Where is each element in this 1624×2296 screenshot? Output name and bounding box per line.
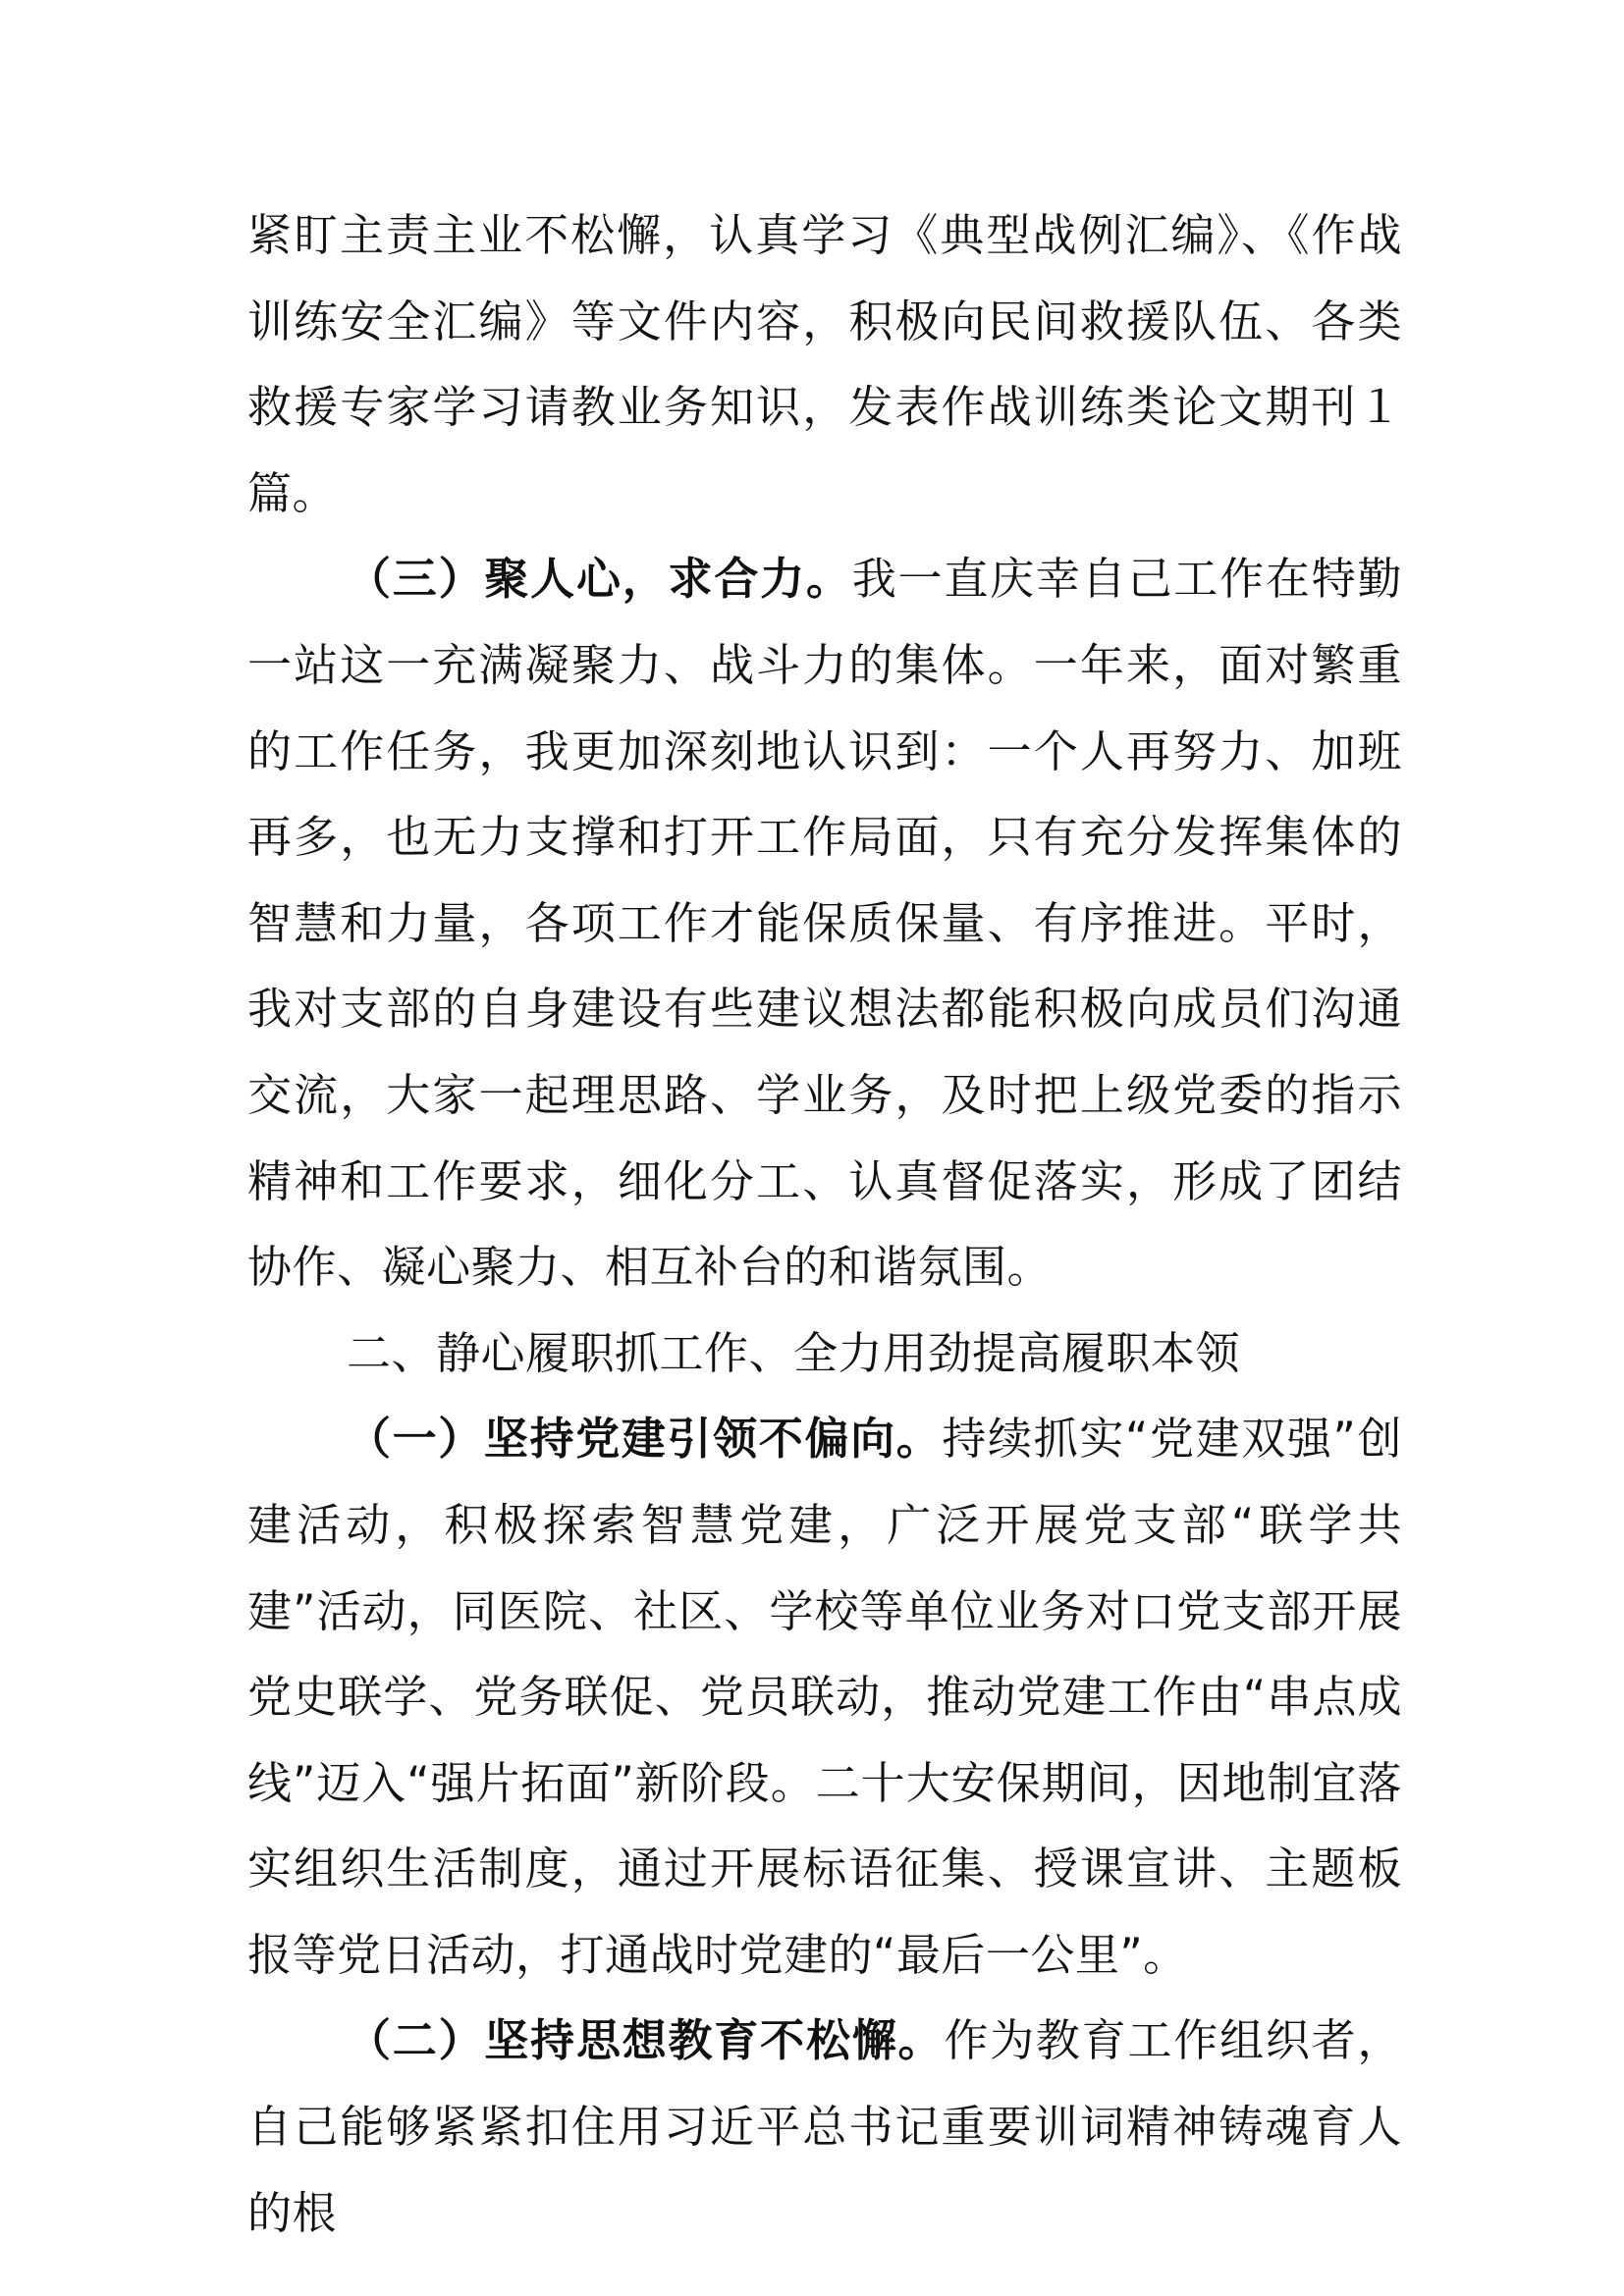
paragraph-continuation xyxy=(247,192,1402,536)
section-heading xyxy=(247,1310,1402,1397)
document-body xyxy=(247,192,1402,2256)
paragraph-text: 持续抓实“党建双强”创建活动，积极探索智慧党建，广泛开展党支部“联学共建”活动，同医院、社区、学校等单位业务对口党支部开展党史联学、党务联促、党员联动，推动党建工作由“串点成线”迈入“强片拓面”新阶段。二十大安保期间，因地制宜落实组织生活制度，通过开展标语征集、授课宣讲、主题板报等党日活动，打通战时党建的“最后一公里”。 xyxy=(247,1413,1402,1981)
paragraph-text: 紧盯主责主业不松懈，认真学习《典型战例汇编》、《作战训练安全汇编》等文件内容，积极向民间救援队伍、各类救援专家学习请教业务知识，发表作战训练类论文期刊１篇。 xyxy=(247,209,1402,519)
paragraph-text: 作为教育工作组织者，自己能够紧紧扣住用习近平总书记重要训词精神铸魂育人的根 xyxy=(247,2014,1402,2239)
paragraph-heading: （一）坚持党建引领不偏向。 xyxy=(347,1413,943,1466)
section-heading-text: 二、静心履职抓工作、全力用劲提高履职本领 xyxy=(347,1326,1241,1379)
paragraph-heading: （三）聚人心，求合力。 xyxy=(347,553,852,606)
paragraph-heading: （二）坚持思想教育不松懈。 xyxy=(347,2014,945,2067)
paragraph-text: 我一直庆幸自己工作在特勤一站这一充满凝聚力、战斗力的集体。一年来，面对繁重的工作任务，我更加深刻地认识到：一个人再努力、加班再多，也无力支撑和打开工作局面，只有充分发挥集体的智慧和力量，各项工作才能保质保量、有序推进。平时，我对支部的自身建设有些建议想法都能积极向成员们沟通交流，大家一起理思路、学业务，及时把上级党委的指示精神和工作要求，细化分工、认真督促落实，形成了团结协作、凝心聚力、相互补台的和谐氛围。 xyxy=(247,553,1402,1294)
paragraph-section-one xyxy=(247,1396,1402,1998)
paragraph-section-three xyxy=(247,536,1402,1309)
paragraph-section-two xyxy=(247,1998,1402,2256)
